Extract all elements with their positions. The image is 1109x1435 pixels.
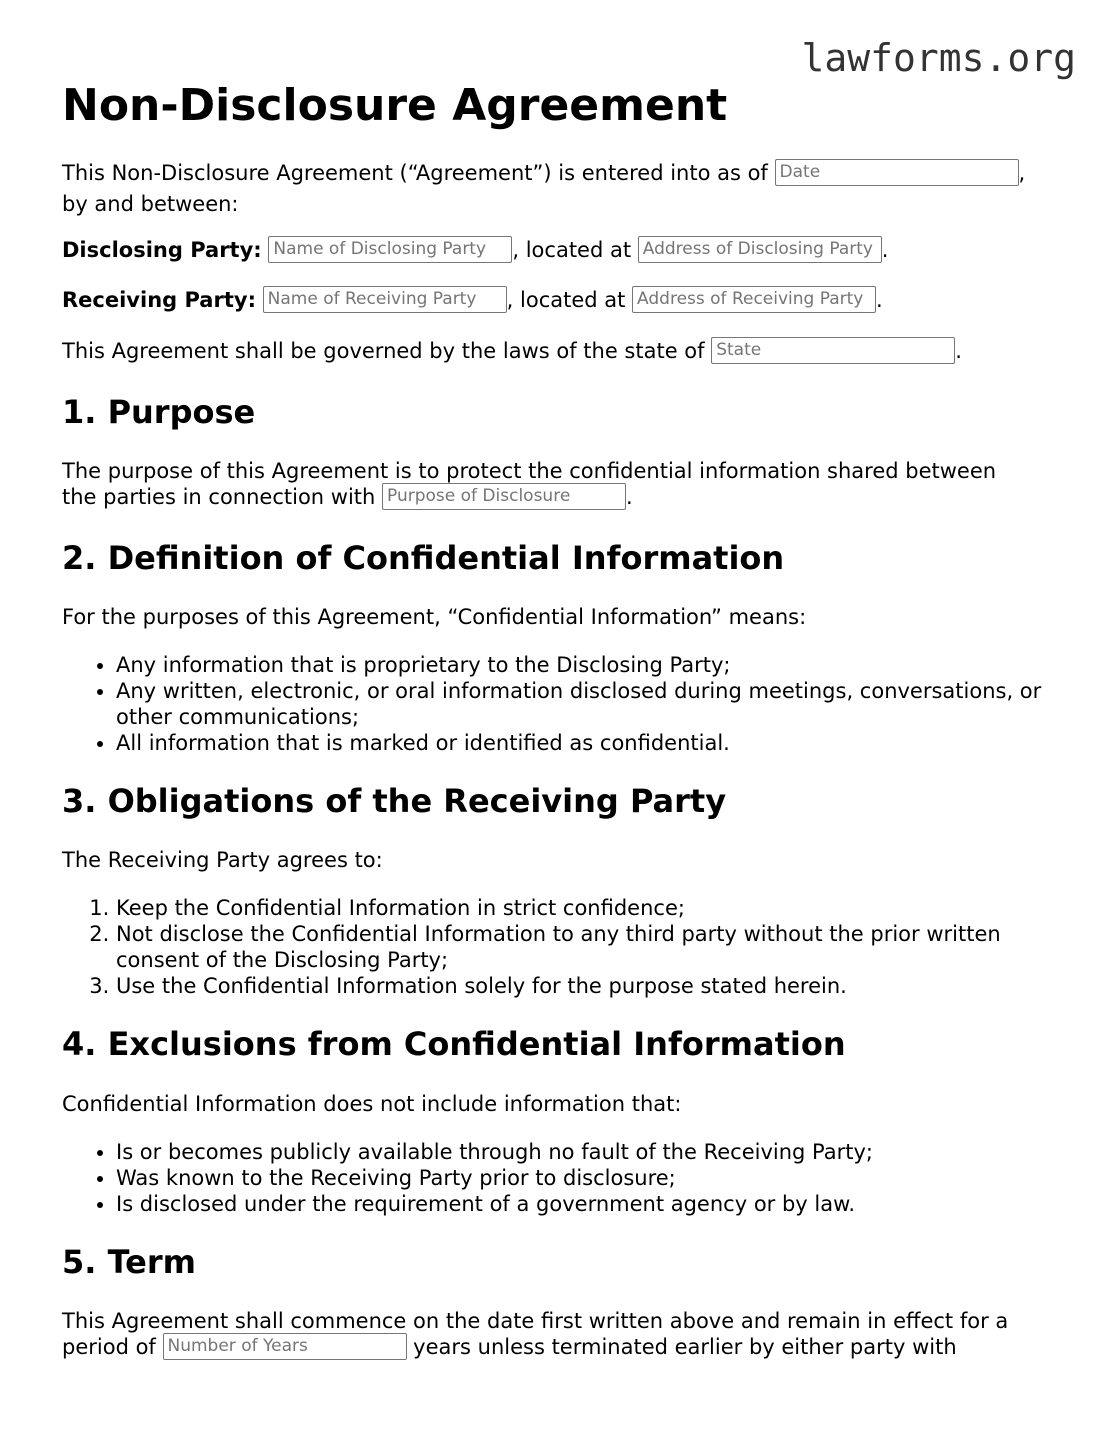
- governing-text: This Agreement shall be governed by the laws of the state of: [62, 339, 712, 363]
- receiving-located-at: , located at: [506, 288, 633, 312]
- list-item: 1. Keep the Confidential Information in strict confidence;: [116, 895, 1052, 921]
- section-5-line1: This Agreement shall commence on the date first written above and remain in effect for a: [62, 1309, 1009, 1333]
- intro-line2: by and between:: [62, 191, 239, 216]
- page-title: Non-Disclosure Agreement: [62, 80, 728, 131]
- number-of-years-input[interactable]: [163, 1333, 407, 1360]
- list-item: • Was known to the Receiving Party prior to disclosure;: [116, 1165, 1052, 1191]
- section-3-intro: The Receiving Party agrees to:: [62, 848, 383, 872]
- section-5-heading: 5. Term: [62, 1243, 196, 1281]
- section-obligations: [62, 782, 1052, 999]
- brand-logo-text: lawforms.org: [801, 36, 1076, 80]
- list-item: 2. Not disclose the Confidential Information to any third party without the prior written consent of the Disclosing Party;: [116, 921, 1052, 973]
- obligations-list: [62, 895, 1052, 999]
- section-4-heading: 4. Exclusions from Confidential Information: [62, 1025, 846, 1063]
- disclosing-end: .: [881, 238, 889, 262]
- exclusions-list: [62, 1139, 1052, 1217]
- list-item: • All information that is marked or identified as confidential.: [116, 730, 1052, 756]
- receiving-end: .: [876, 288, 883, 312]
- disclosing-party-label: Disclosing Party:: [62, 238, 262, 262]
- section-4-intro: Confidential Information does not include information that:: [62, 1092, 682, 1116]
- intro-paragraph: [62, 160, 1052, 217]
- section-5-line2-before: period of: [62, 1335, 163, 1359]
- list-item: • Any information that is proprietary to the Disclosing Party;: [116, 652, 1052, 678]
- section-exclusions: [62, 1025, 1052, 1217]
- section-3-heading: 3. Obligations of the Receiving Party: [62, 782, 727, 820]
- section-purpose: [62, 393, 1052, 512]
- section-1-line1: The purpose of this Agreement is to protect the confidential information shared between: [62, 459, 997, 483]
- receiving-party-label: Receiving Party:: [62, 288, 256, 312]
- disclosing-party-line: [62, 237, 1052, 265]
- receiving-party-name-input[interactable]: [263, 286, 507, 313]
- purpose-input[interactable]: [382, 483, 626, 510]
- section-2-intro: For the purposes of this Agreement, “Confidential Information” means:: [62, 605, 807, 629]
- governing-end: .: [955, 339, 962, 363]
- list-item: • Is or becomes publicly available through no fault of the Receiving Party;: [116, 1139, 1052, 1165]
- list-item: • Any written, electronic, or oral information disclosed during meetings, conversations, or other communications;: [116, 678, 1052, 730]
- section-1-heading: 1. Purpose: [62, 393, 256, 431]
- section-2-heading: 2. Definition of Confidential Information: [62, 539, 785, 577]
- intro-comma: ,: [1018, 161, 1026, 185]
- section-1-end: .: [626, 485, 633, 509]
- section-definition: [62, 539, 1052, 756]
- governing-law-line: [62, 338, 1052, 366]
- list-item: • Is disclosed under the requirement of a government agency or by law.: [116, 1191, 1052, 1217]
- section-term: [62, 1243, 1052, 1362]
- intro-text: This Non-Disclosure Agreement (“Agreement”) is entered into as of: [62, 161, 775, 185]
- section-1-line2: the parties in connection with: [62, 485, 383, 509]
- section-5-line2-after: years unless terminated earlier by either party with: [406, 1335, 957, 1359]
- disclosing-party-name-input[interactable]: [268, 236, 512, 263]
- date-input[interactable]: [775, 159, 1019, 186]
- disclosing-located-at: , located at: [512, 238, 638, 262]
- state-input[interactable]: [711, 337, 955, 364]
- definition-list: [62, 652, 1052, 756]
- disclosing-party-address-input[interactable]: [638, 236, 882, 263]
- receiving-party-line: [62, 287, 1052, 315]
- list-item: 3. Use the Confidential Information solely for the purpose stated herein.: [116, 973, 1052, 999]
- receiving-party-address-input[interactable]: [632, 286, 876, 313]
